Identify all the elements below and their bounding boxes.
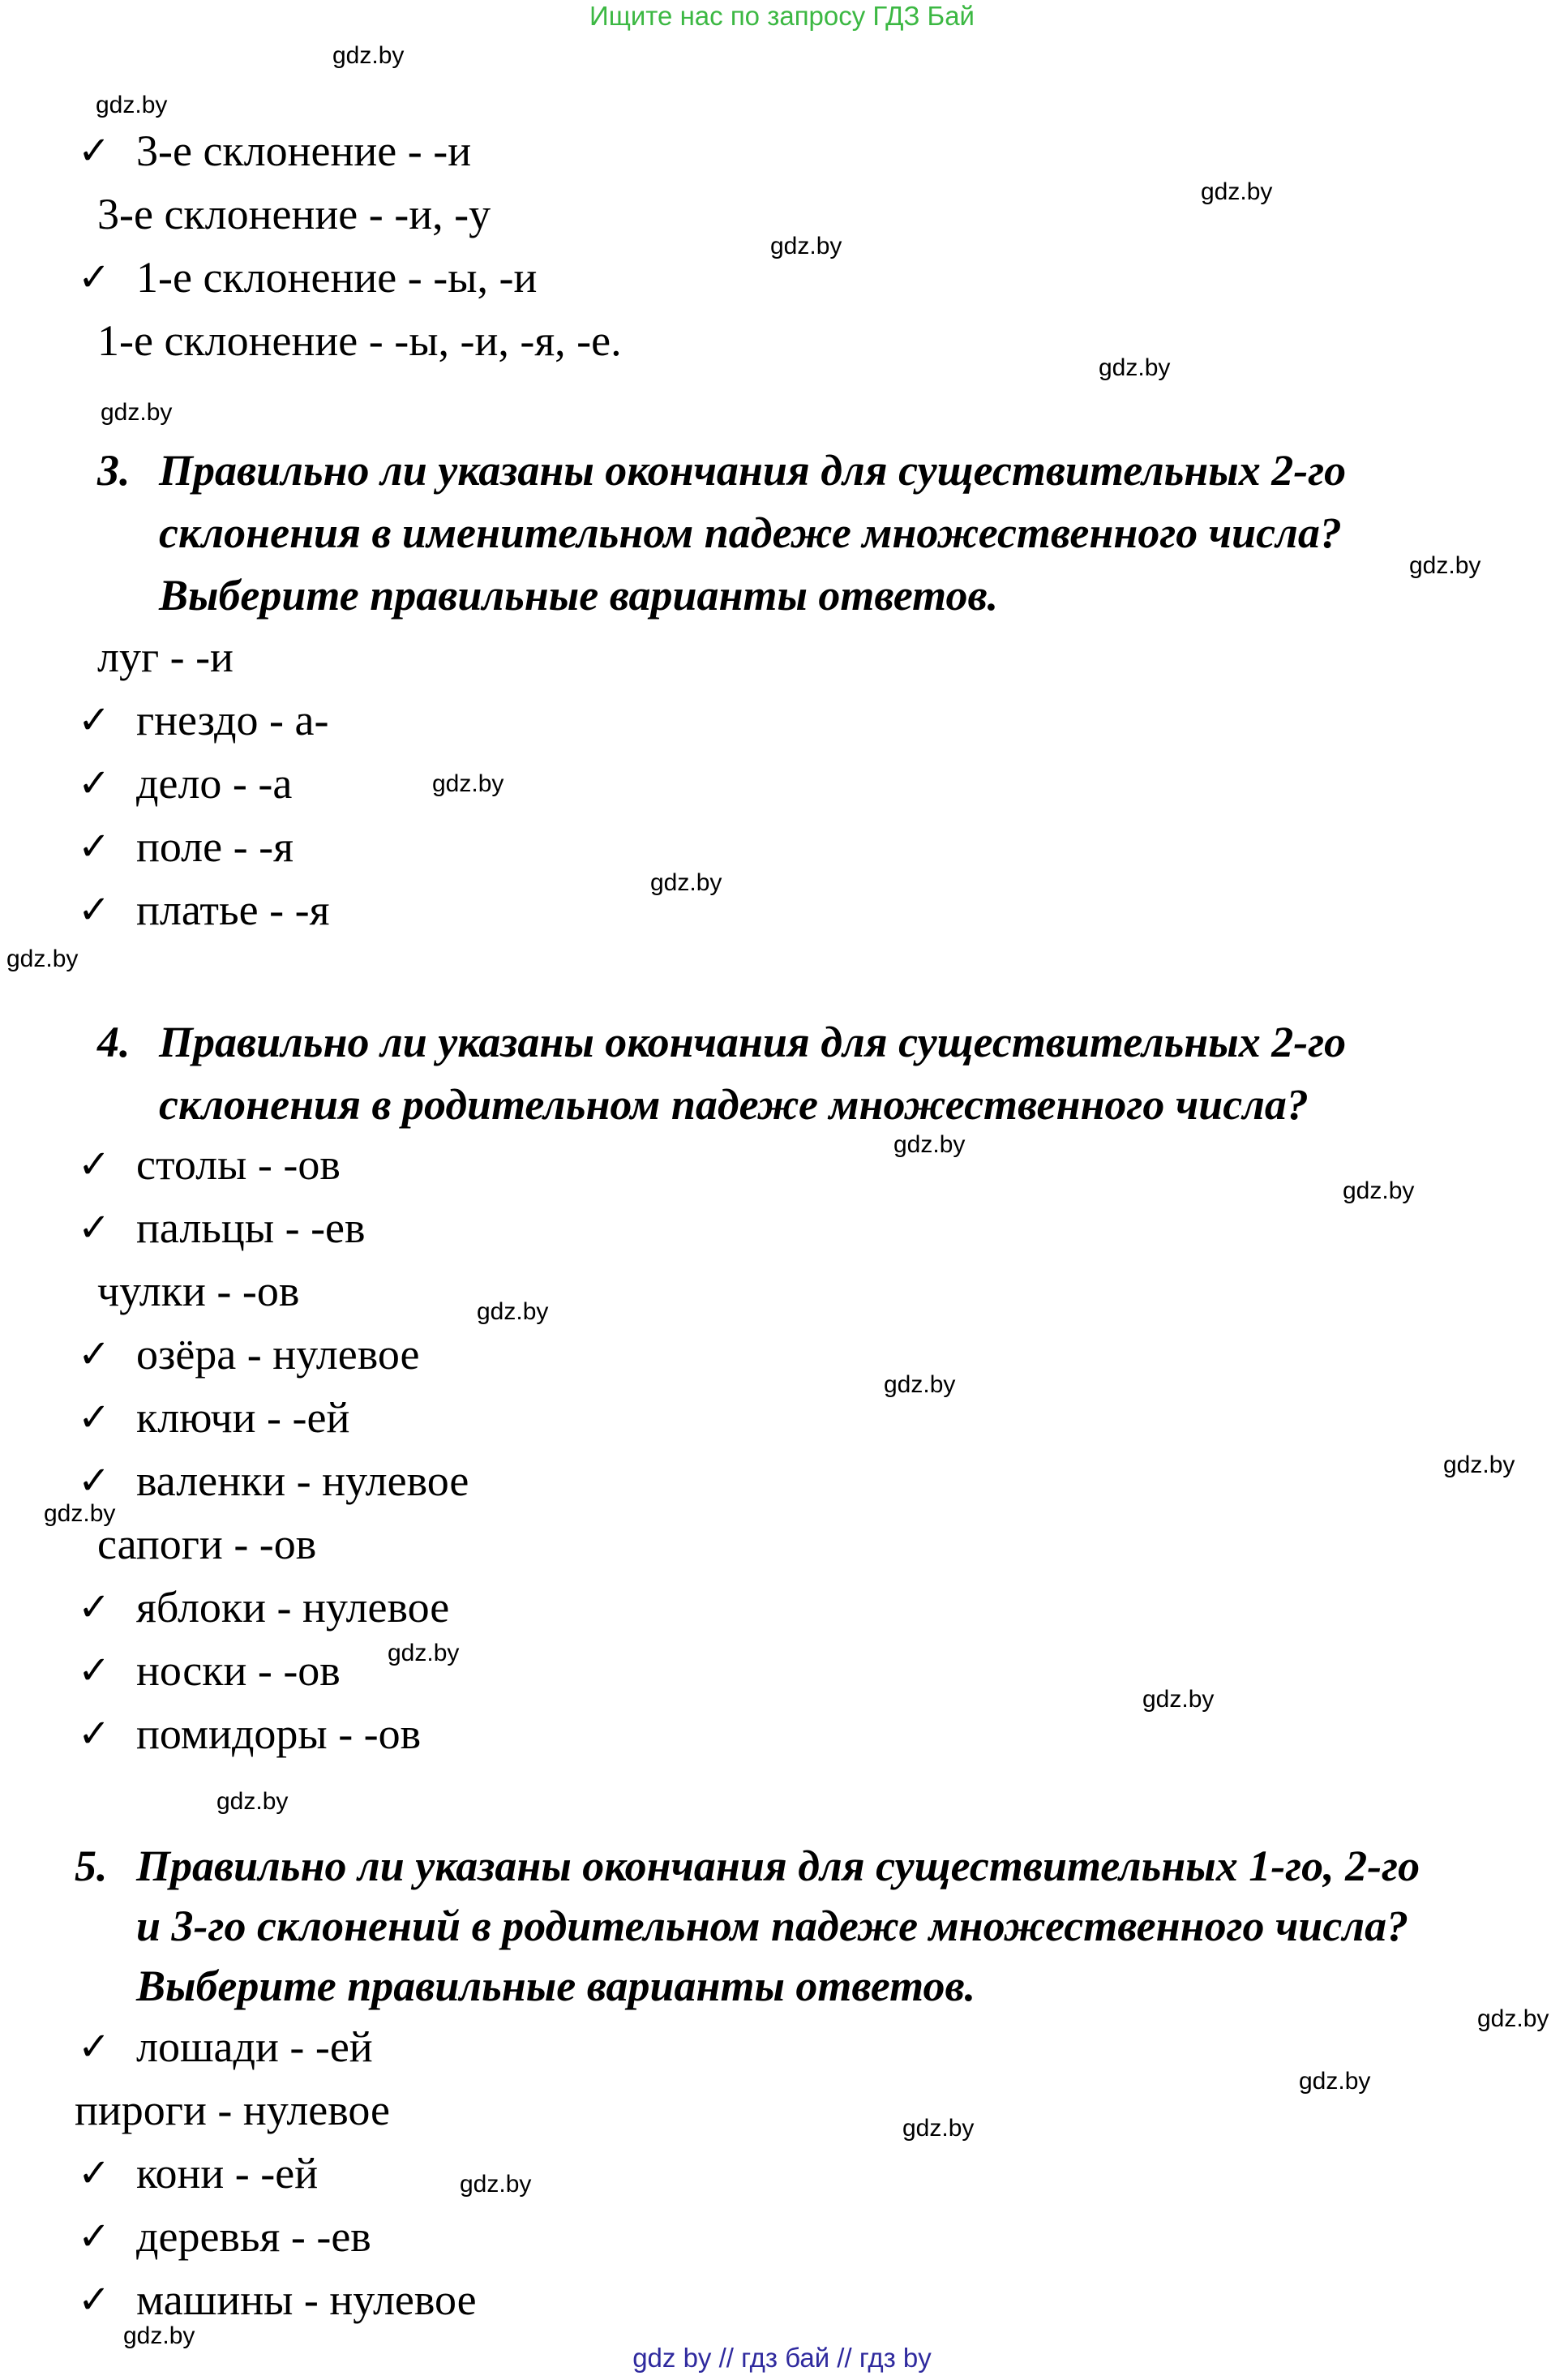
question-number: 4. (97, 1018, 131, 1066)
watermark: gdz.by (44, 1500, 116, 1527)
watermark: gdz.by (1477, 2005, 1549, 2032)
list-item (0, 1519, 730, 1569)
answer-text: лошади - -ей (136, 2022, 373, 2071)
top-banner: Ищите нас по запросу ГДЗ Бай (589, 1, 975, 31)
answer-text: помидоры - -ов (136, 1709, 422, 1758)
list-item (0, 1456, 730, 1506)
list-item (0, 695, 730, 745)
question-line: Правильно ли указаны окончания для существительных 2-го (159, 1018, 1347, 1066)
check-icon: ✓ (78, 697, 111, 743)
watermark: gdz.by (123, 2322, 195, 2349)
answer-text: ключи - -ей (136, 1393, 350, 1442)
watermark: gdz.by (101, 399, 173, 426)
check-icon: ✓ (78, 1585, 111, 1630)
list-item (0, 1329, 730, 1379)
watermark: gdz.by (1343, 1177, 1415, 1204)
answer-text: дело - -а (136, 759, 293, 808)
footer-links[interactable]: gdz by // гдз бай // гдз by (632, 2343, 932, 2373)
answer-text: поле - -я (136, 822, 294, 871)
question-line: Выберите правильные варианты ответов. (136, 1962, 976, 2010)
list-item (0, 1203, 730, 1253)
watermark: gdz.by (460, 2171, 532, 2198)
list-item (0, 2085, 730, 2135)
check-icon: ✓ (78, 1395, 111, 1440)
answer-text: носки - -ов (136, 1646, 341, 1695)
check-icon: ✓ (78, 255, 111, 300)
watermark: gdz.by (893, 1131, 966, 1158)
answer-text: машины - нулевое (136, 2275, 477, 2324)
list-item (0, 126, 730, 176)
list-item (0, 189, 730, 239)
answer-text: сапоги - -ов (97, 1520, 317, 1568)
check-icon: ✓ (78, 1142, 111, 1187)
watermark: gdz.by (770, 233, 842, 259)
answer-text: платье - -я (136, 886, 330, 934)
check-icon: ✓ (78, 128, 111, 174)
watermark: gdz.by (332, 42, 405, 69)
answer-text: столы - -ов (136, 1140, 341, 1189)
watermark: gdz.by (1099, 354, 1171, 381)
list-item (0, 1582, 730, 1632)
watermark: gdz.by (1142, 1686, 1215, 1713)
answer-text: луг - -и (97, 633, 234, 681)
list-item (0, 1392, 730, 1443)
answer-text: озёра - нулевое (136, 1330, 420, 1379)
check-icon: ✓ (78, 2151, 111, 2196)
answer-text: чулки - -ов (97, 1267, 300, 1315)
question-line: склонения в именительном падеже множественного числа? (159, 508, 1342, 557)
answer-text: пироги - нулевое (75, 2086, 391, 2134)
question-number: 3. (97, 446, 131, 495)
check-icon: ✓ (78, 1205, 111, 1250)
list-item (0, 315, 730, 366)
check-icon: ✓ (78, 2214, 111, 2259)
watermark: gdz.by (650, 869, 722, 896)
watermark: gdz.by (216, 1788, 289, 1815)
watermark: gdz.by (1443, 1452, 1515, 1478)
list-item (0, 1139, 730, 1190)
list-item (0, 252, 730, 302)
question-line: и 3-го склонений в родительном падеже множественного числа? (136, 1902, 1409, 1950)
answer-text: пальцы - -ев (136, 1203, 366, 1252)
check-icon: ✓ (78, 824, 111, 869)
watermark: gdz.by (902, 2115, 975, 2142)
check-icon: ✓ (78, 1648, 111, 1693)
answer-text: яблоки - нулевое (136, 1583, 450, 1632)
list-item (0, 632, 730, 682)
list-item (0, 758, 730, 808)
list-item (0, 821, 730, 872)
answer-text: деревья - -ев (136, 2212, 371, 2261)
question-line: склонения в родительном падеже множественного числа? (159, 1080, 1309, 1129)
answer-text: 1-е склонение - -ы, -и, -я, -е. (97, 316, 622, 365)
watermark: gdz.by (96, 92, 168, 118)
watermark: gdz.by (1409, 552, 1481, 579)
list-item (0, 2211, 730, 2262)
watermark: gdz.by (884, 1371, 956, 1398)
check-icon: ✓ (78, 887, 111, 933)
list-item (0, 1645, 730, 1696)
question-number: 5. (75, 1842, 108, 1890)
list-item (0, 1266, 730, 1316)
list-item (0, 1709, 730, 1759)
answer-text: валенки - нулевое (136, 1456, 469, 1505)
check-icon: ✓ (78, 1711, 111, 1756)
question-line: Правильно ли указаны окончания для существительных 1-го, 2-го (136, 1842, 1420, 1890)
list-item (0, 2148, 730, 2198)
list-item (0, 2022, 730, 2072)
answer-text: гнездо - а- (136, 696, 329, 744)
answer-text: 3-е склонение - -и (136, 127, 472, 175)
watermark: gdz.by (1201, 178, 1273, 205)
check-icon: ✓ (78, 2024, 111, 2069)
list-item (0, 885, 730, 935)
watermark: gdz.by (432, 770, 504, 797)
watermark: gdz.by (388, 1640, 460, 1666)
check-icon: ✓ (78, 1458, 111, 1503)
list-item (0, 2275, 730, 2325)
watermark: gdz.by (477, 1298, 549, 1325)
check-icon: ✓ (78, 1332, 111, 1377)
watermark: gdz.by (1299, 2068, 1371, 2095)
check-icon: ✓ (78, 761, 111, 806)
answer-text: 1-е склонение - -ы, -и (136, 253, 538, 302)
answer-text: 3-е склонение - -и, -у (97, 190, 491, 238)
answer-text: кони - -ей (136, 2149, 319, 2198)
question-line: Выберите правильные варианты ответов. (159, 571, 999, 620)
question-line: Правильно ли указаны окончания для существительных 2-го (159, 446, 1347, 495)
watermark: gdz.by (6, 946, 79, 972)
check-icon: ✓ (78, 2277, 111, 2322)
